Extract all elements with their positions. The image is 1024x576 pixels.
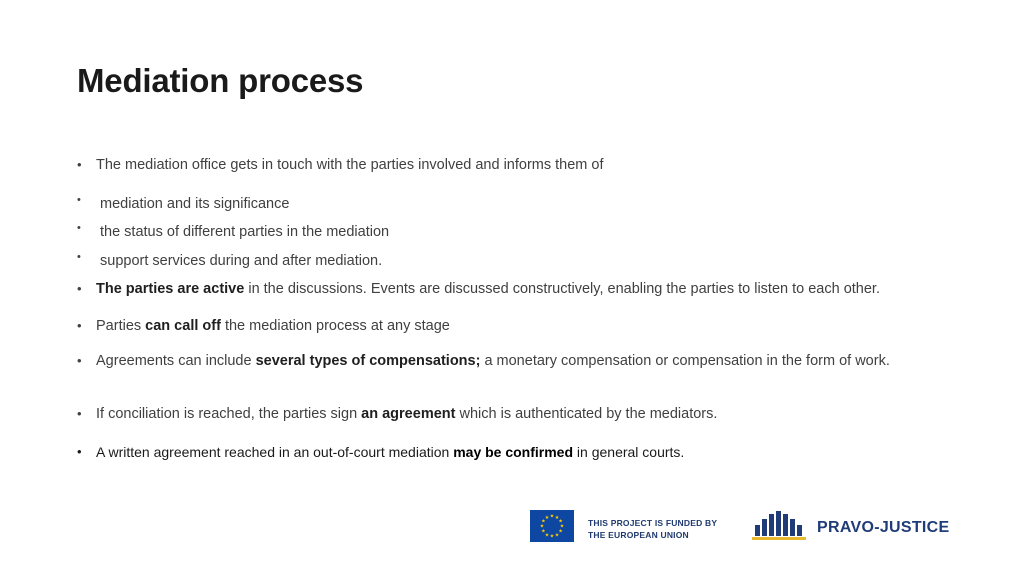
eu-star-icon: ★ xyxy=(539,523,545,530)
bullet-text xyxy=(96,317,957,335)
eu-funding-line2: THE EUROPEAN UNION xyxy=(588,530,689,540)
pj-building-bar xyxy=(755,525,760,536)
bullet-pre: Parties xyxy=(96,318,146,334)
pj-building-bar xyxy=(762,519,767,536)
eu-star-icon: ★ xyxy=(554,514,560,521)
bullet-dot: • xyxy=(77,444,82,459)
bullet-pre: A written agreement reached in an out-of-court mediation xyxy=(96,444,454,460)
bullet-rest: which is authenticated by the mediators. xyxy=(455,406,718,422)
bullet-contact-parties xyxy=(77,156,957,174)
eu-star-icon: ★ xyxy=(544,532,550,539)
eu-star-icon: ★ xyxy=(549,513,555,520)
bold-phrase: may be confirmed xyxy=(453,444,574,460)
pj-base-line xyxy=(752,537,806,540)
pj-building-bar xyxy=(783,514,788,536)
bullet-dot: • xyxy=(77,222,81,234)
bullet-text: the status of different parties in the mediation xyxy=(100,224,390,240)
bullet-text xyxy=(96,443,957,461)
pj-building-bar xyxy=(790,519,795,536)
eu-star-icon: ★ xyxy=(558,518,563,525)
bullet-text xyxy=(96,352,957,370)
sub-bullet-status xyxy=(77,223,957,241)
bullet-dot: • xyxy=(77,406,82,421)
bullet-rest: in general courts. xyxy=(573,444,685,460)
pj-building-bars xyxy=(755,511,802,536)
eu-star-icon: ★ xyxy=(558,528,563,535)
bullet-dot: • xyxy=(77,353,82,368)
bullet-dot: • xyxy=(77,318,82,333)
bold-phrase: an agreement xyxy=(361,406,456,422)
bullet-agreement xyxy=(77,405,957,423)
sub-bullet-support xyxy=(77,252,957,270)
bullet-dot: • xyxy=(77,194,81,206)
bullet-rest: the mediation process at any stage xyxy=(220,318,450,334)
bullet-text: mediation and its significance xyxy=(100,196,290,212)
pj-building-bar xyxy=(769,514,774,536)
bullet-call-off xyxy=(77,317,957,335)
pj-building-bar xyxy=(776,511,781,536)
eu-star-icon: ★ xyxy=(549,533,555,540)
eu-funding-text xyxy=(588,517,748,541)
eu-star-icon: ★ xyxy=(541,518,546,525)
bold-phrase: can call off xyxy=(145,318,221,334)
bullet-dot: • xyxy=(77,251,81,263)
bullet-text: support services during and after mediation. xyxy=(100,253,383,269)
bullet-dot: • xyxy=(77,281,82,296)
pravo-justice-name: PRAVO-JUSTICE xyxy=(817,519,950,536)
bullet-compensations xyxy=(77,352,957,370)
sub-bullet-significance xyxy=(77,195,957,213)
bold-phrase: The parties are active xyxy=(96,281,245,297)
bullet-dot: • xyxy=(77,157,82,172)
pj-building-bar xyxy=(797,525,802,536)
bullet-text: The mediation office gets in touch with the parties involved and informs them of xyxy=(96,157,604,173)
eu-star-icon: ★ xyxy=(554,532,560,539)
eu-star-icon: ★ xyxy=(541,528,546,535)
bullet-text xyxy=(96,405,957,423)
eu-funding-line1: THIS PROJECT IS FUNDED BY xyxy=(588,518,718,528)
eu-star-icon: ★ xyxy=(559,523,565,530)
eu-flag-icon xyxy=(530,510,574,542)
eu-stars xyxy=(530,510,574,542)
eu-star-icon: ★ xyxy=(544,514,550,521)
slide-title: Mediation process xyxy=(77,62,364,99)
bullet-text xyxy=(96,280,957,298)
pravo-justice-logo-icon xyxy=(752,511,806,541)
bullet-parties-active xyxy=(77,280,957,298)
bullet-rest: a monetary compensation or compensation in the form of work. xyxy=(480,353,890,369)
bullet-rest: in the discussions. Events are discussed constructively, enabling the parties to listen to each other. xyxy=(244,281,880,297)
bullet-written-agreement xyxy=(77,443,957,461)
bullet-pre: If conciliation is reached, the parties sign xyxy=(96,406,362,422)
bullet-pre: Agreements can include xyxy=(96,353,256,369)
bold-phrase: several types of compensations; xyxy=(255,353,481,369)
